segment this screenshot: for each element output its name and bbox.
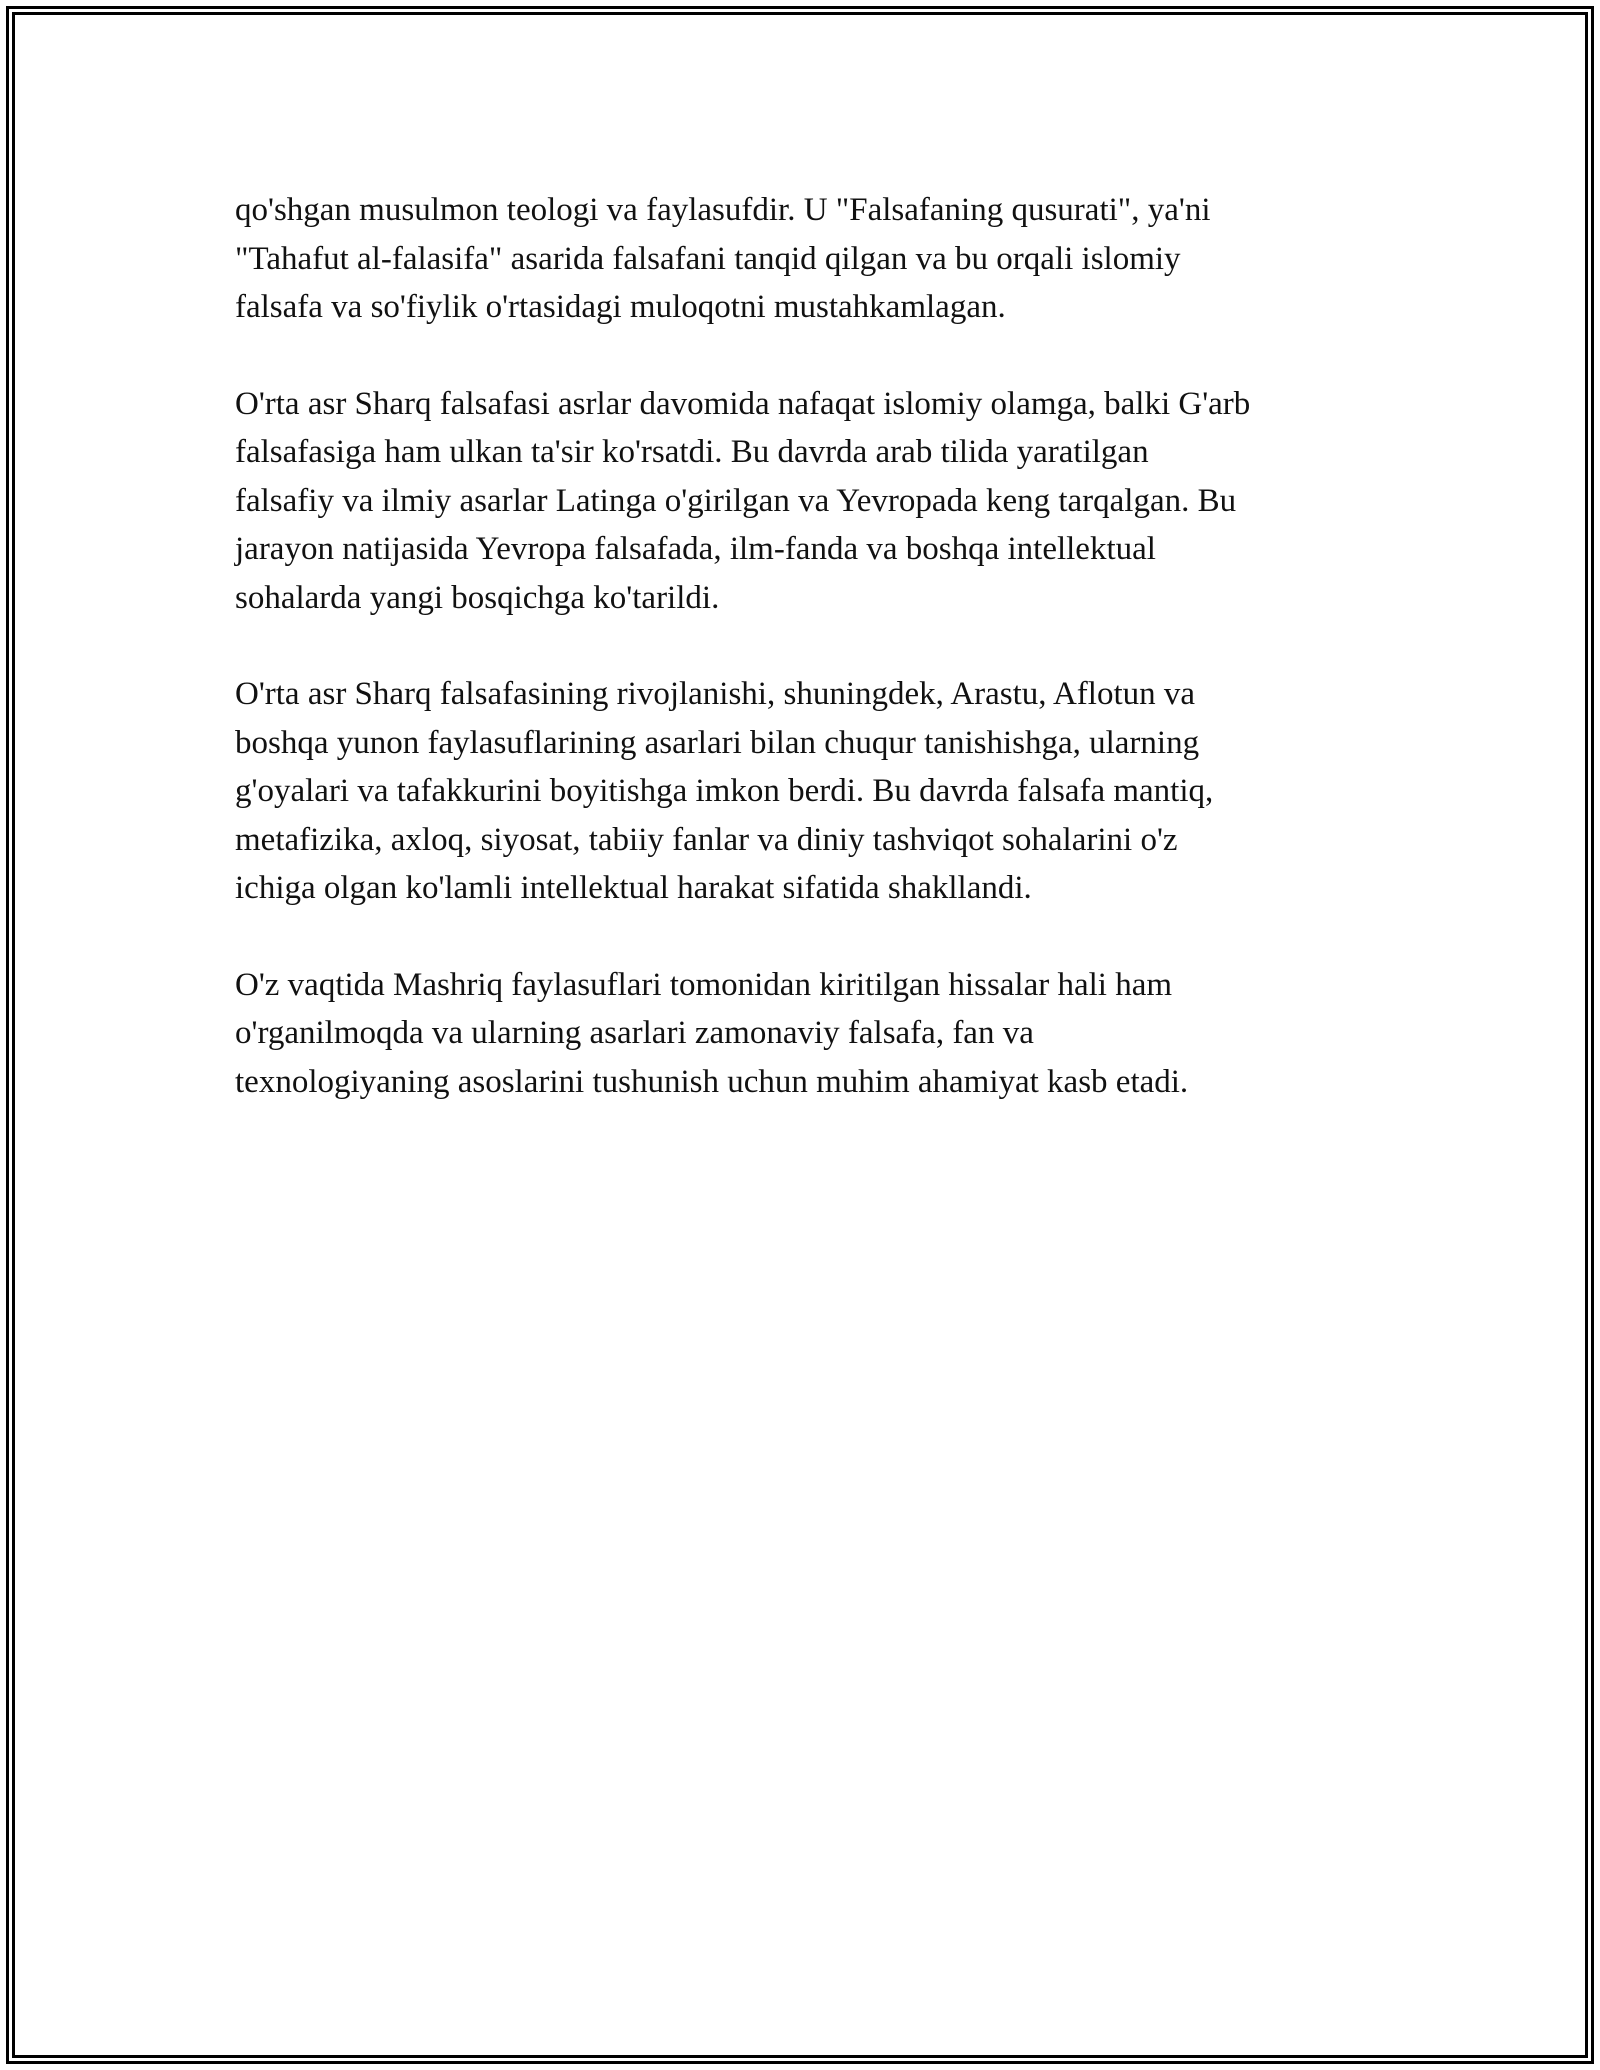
- text-line: "Tahafut al-falasifa" asarida falsafani tanqid qilgan va bu orqali islomiy: [235, 240, 1181, 277]
- text-line: ichiga olgan ko'lamli intellektual harakat sifatida shakllandi.: [235, 870, 1032, 906]
- text-line: O'rta asr Sharq falsafasining rivojlanishi, shuningdek, Arastu, Aflotun va: [235, 676, 1196, 712]
- text-line: falsafa va so'fiylik o'rtasidagi muloqotni mustahkamlagan.: [235, 289, 1006, 325]
- text-line: O'rta asr Sharq falsafasi asrlar davomida nafaqat islomiy olamga, balki G'arb: [235, 385, 1251, 422]
- document-body: [235, 186, 1385, 1154]
- text-line: sohalarda yangi bosqichga ko'tarildi.: [235, 579, 720, 616]
- text-line: g'oyalari va tafakkurini boyitishga imkon berdi. Bu davrda falsafa mantiq,: [235, 773, 1214, 809]
- text-line: falsafasiga ham ulkan ta'sir ko'rsatdi. Bu davrda arab tilida yaratilgan: [235, 434, 1149, 470]
- text-line: qo'shgan musulmon teologi va faylasufdir. U "Falsafaning qusurati", ya'ni: [235, 192, 1211, 228]
- text-line: boshqa yunon faylasuflarining asarlari bilan chuqur tanishishga, ularning: [235, 724, 1200, 761]
- text-line: texnologiyaning asoslarini tushunish uchun muhim ahamiyat kasb etadi.: [235, 1063, 1189, 1100]
- text-line: o'rganilmoqda va ularning asarlari zamonaviy falsafa, fan va: [235, 1015, 1034, 1051]
- paragraph-4: [235, 961, 1385, 1107]
- text-line: falsafiy va ilmiy asarlar Latinga o'girilgan va Yevropada keng tarqalgan. Bu: [235, 482, 1237, 519]
- text-line: O'z vaqtida Mashriq faylasuflari tomonidan kiritilgan hissalar hali ham: [235, 966, 1173, 1003]
- paragraph-2: [235, 380, 1385, 623]
- paragraph-1: [235, 186, 1385, 332]
- paragraph-3: [235, 670, 1385, 913]
- text-line: metafizika, axloq, siyosat, tabiiy fanlar va diniy tashviqot sohalarini o'z: [235, 821, 1178, 858]
- text-line: jarayon natijasida Yevropa falsafada, ilm-fanda va boshqa intellektual: [235, 531, 1156, 567]
